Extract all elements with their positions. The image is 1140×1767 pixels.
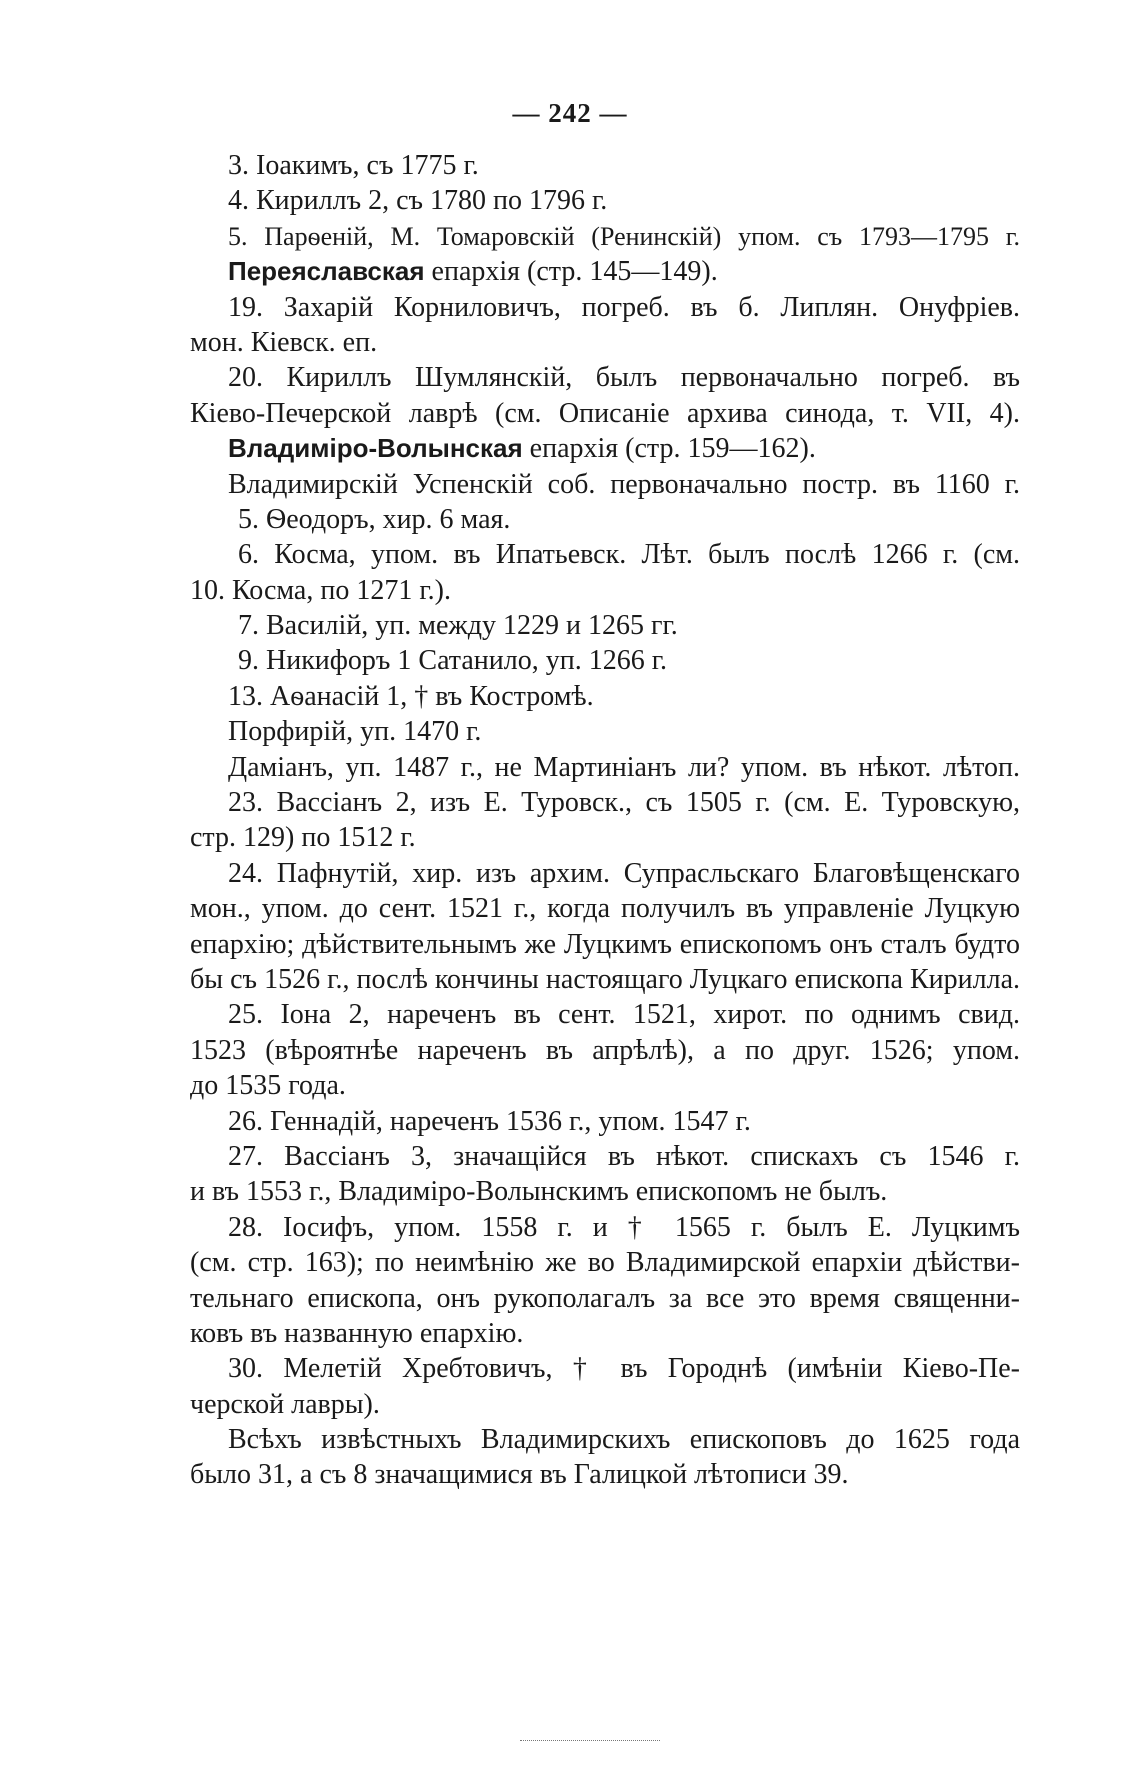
text-line: бы съ 1526 г., послѣ кончины настоящаго Луцкаго епископа Кирилла.	[190, 963, 1020, 995]
text-line: Владимирскій Успенскій соб. первоначально постр. въ 1160 г.	[228, 468, 1020, 500]
text-line: 9. Никифоръ 1 Сатанило, уп. 1266 г.	[238, 645, 668, 677]
text-line: 6. Косма, упом. въ Ипатьевск. Лѣт. былъ послѣ 1266 г. (см.	[238, 539, 1020, 571]
text-line: Порфирій, уп. 1470 г.	[228, 716, 482, 748]
text-line: мон., упом. до сент. 1521 г., когда получилъ въ управленіе Луцкую	[190, 893, 1020, 925]
text-line: Всѣхъ извѣстныхъ Владимирскихъ епископовъ до 1625 года	[228, 1424, 1020, 1456]
text-line: 1523 (вѣроятнѣе нареченъ въ апрѣлѣ), а по друг. 1526; упом.	[190, 1034, 1020, 1066]
text-line: стр. 129) по 1512 г.	[190, 822, 416, 854]
text-line: ковъ въ названную епархію.	[190, 1317, 524, 1349]
footer-rule	[520, 1740, 660, 1741]
text-line: Владиміро-Волынская епархія (стр. 159—162).	[228, 433, 816, 465]
text-body	[190, 148, 1020, 1493]
text-line: 23. Вассіанъ 2, изъ Е. Туровск., съ 1505 г. (см. Е. Туровскую,	[228, 787, 1020, 819]
text-line: епархію; дѣйствительнымъ же Луцкимъ епископомъ онъ сталъ будто	[190, 928, 1020, 960]
text-line: 5. Парѳеній, М. Томаровскій (Ренинскій) упом. съ 1793—1795 г.	[228, 221, 1020, 251]
text-line: 10. Косма, по 1271 г.).	[190, 574, 451, 606]
text-line: 13. Аѳанасій 1, † въ Костромѣ.	[228, 680, 594, 712]
text-line: 7. Василій, уп. между 1229 и 1265 гг.	[238, 610, 678, 642]
text-line: 25. Іона 2, нареченъ въ сент. 1521, хирот. по однимъ свид.	[228, 999, 1020, 1031]
text-line: 24. Пафнутій, хир. изъ архим. Супрасльскаго Благовѣщенскаго	[228, 857, 1020, 889]
text-line: 26. Геннадій, нареченъ 1536 г., упом. 1547 г.	[228, 1105, 751, 1137]
text-line: до 1535 года.	[190, 1070, 346, 1102]
text-line: Кіево-Печерской лаврѣ (см. Описаніе архива синода, т. VII, 4).	[190, 397, 1020, 429]
text-line: 30. Мелетій Хребтовичъ, † въ Городнѣ (имѣніи Кіево-Пе-	[228, 1353, 1020, 1385]
text-line: 28. Іосифъ, упом. 1558 г. и † 1565 г. былъ Е. Луцкимъ	[228, 1211, 1020, 1243]
text-line: 19. Захарій Корниловичъ, погреб. въ б. Липлян. Онуфріев.	[228, 291, 1020, 323]
text-line: было 31, а съ 8 значащимися въ Галицкой лѣтописи 39.	[190, 1459, 849, 1491]
text-line: 3. Іоакимъ, съ 1775 г.	[228, 150, 479, 181]
text-line: Даміанъ, уп. 1487 г., не Мартиніанъ ли? упом. въ нѣкот. лѣтоп.	[228, 751, 1020, 783]
text-line: тельнаго епископа, онъ рукополагалъ за все это время священни-	[190, 1282, 1020, 1314]
text-line: и въ 1553 г., Владиміро-Волынскимъ епископомъ не былъ.	[190, 1176, 888, 1208]
page-number: — 242 —	[512, 98, 628, 128]
text-line: Переяславская епархія (стр. 145—149).	[228, 256, 718, 288]
text-line: 5. Ѳеодоръ, хир. 6 мая.	[238, 503, 511, 535]
text-line: 4. Кириллъ 2, съ 1780 по 1796 г.	[228, 185, 608, 217]
text-line: мон. Кіевск. еп.	[190, 326, 378, 358]
text-line: 27. Вассіанъ 3, значащійся въ нѣкот. спискахъ съ 1546 г.	[228, 1140, 1020, 1172]
text-line: 20. Кириллъ Шумлянскій, былъ первоначально погреб. въ	[228, 362, 1020, 394]
section-heading: Владиміро-Волынская	[228, 433, 523, 464]
section-heading: Переяславская	[228, 256, 425, 287]
text-line: (см. стр. 163); по неимѣнію же во Владимирской епархіи дѣйстви-	[190, 1247, 1020, 1279]
text-line: черской лавры).	[190, 1388, 380, 1420]
